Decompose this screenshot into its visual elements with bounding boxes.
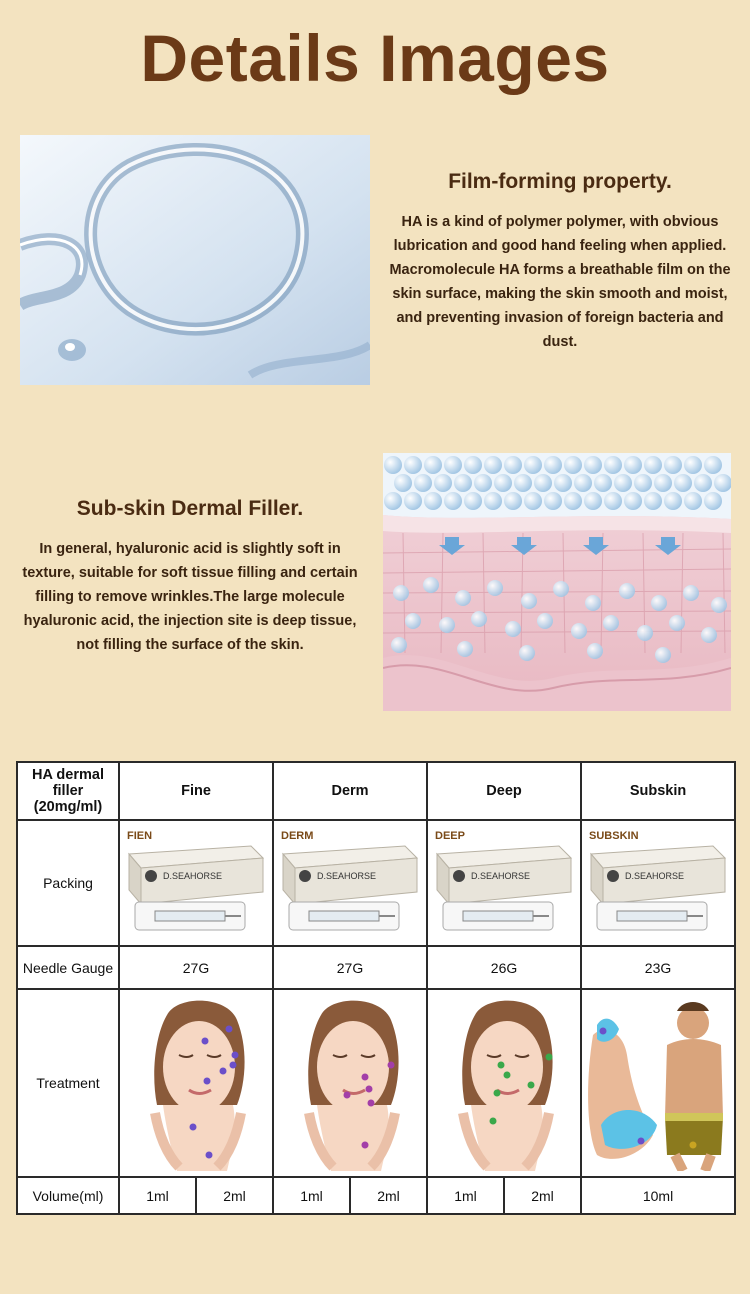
volume-fine-1: 1ml [119,1177,196,1214]
box-brand-text: D.SEAHORSE [317,871,377,881]
box-label-subskin: SUBSKIN [589,830,639,842]
volume-deep-2: 2ml [504,1177,581,1214]
water-droplet-image [20,135,370,385]
packing-cell-subskin [581,820,735,946]
column-header-fine: Fine [119,762,273,820]
treatment-cell-fine [119,989,273,1177]
product-box-image [121,828,271,938]
needle-gauge-derm: 27G [273,946,427,989]
box-label-fine: FIEN [127,830,153,842]
needle-gauge-subskin: 23G [581,946,735,989]
filler-spec-table [16,761,736,1215]
film-forming-text: HA is a kind of polymer polymer, with obvious lubrication and good hand feeling when applied. Macromolecule HA forms a breathable film on the skin surface, making the skin smooth and moist, and preventing invasion of foreign bacteria and dust. [389,214,731,350]
product-box-image [275,828,425,938]
box-label-derm: DERM [281,830,314,842]
subskin-filler-text: In general, hyaluronic acid is slightly soft in texture, suitable for soft tissue filling and certain filling to remove wrinkles.The large molecule hyaluronic acid, the injection site is deep tissue, not filling the surface of the skin. [22,541,358,653]
column-header-deep: Deep [427,762,581,820]
skin-layers-diagram-image [383,453,731,711]
treatment-cell-subskin [581,989,735,1177]
box-brand-text: D.SEAHORSE [471,871,531,881]
packing-cell-deep [427,820,581,946]
face-treatment-image [137,995,255,1171]
row-label-volume: Volume(ml) [17,1177,119,1214]
face-treatment-image [445,995,563,1171]
needle-gauge-fine: 27G [119,946,273,989]
volume-derm-2: 2ml [350,1177,427,1214]
row-label-needle-gauge: Needle Gauge [17,946,119,989]
needle-gauge-deep: 26G [427,946,581,989]
volume-derm-1: 1ml [273,1177,350,1214]
product-box-image [429,828,579,938]
row-label-treatment: Treatment [17,989,119,1177]
box-brand-text: D.SEAHORSE [625,871,685,881]
corner-header: HA dermal filler (20mg/ml) [17,762,119,820]
volume-subskin: 10ml [581,1177,735,1214]
body-treatment-image [583,995,733,1171]
volume-fine-2: 2ml [196,1177,273,1214]
packing-cell-fine [119,820,273,946]
row-label-packing: Packing [17,820,119,946]
volume-deep-1: 1ml [427,1177,504,1214]
subskin-filler-heading: Sub-skin Dermal Filler. [76,497,304,520]
column-header-derm: Derm [273,762,427,820]
box-brand-text: D.SEAHORSE [163,871,223,881]
packing-cell-derm [273,820,427,946]
page-title: Details Images [140,21,610,95]
box-label-deep: DEEP [435,830,465,842]
treatment-cell-derm [273,989,427,1177]
face-treatment-image [291,995,409,1171]
product-box-image [583,828,733,938]
column-header-subskin: Subskin [581,762,735,820]
film-forming-heading: Film-forming property. [448,170,672,193]
treatment-cell-deep [427,989,581,1177]
